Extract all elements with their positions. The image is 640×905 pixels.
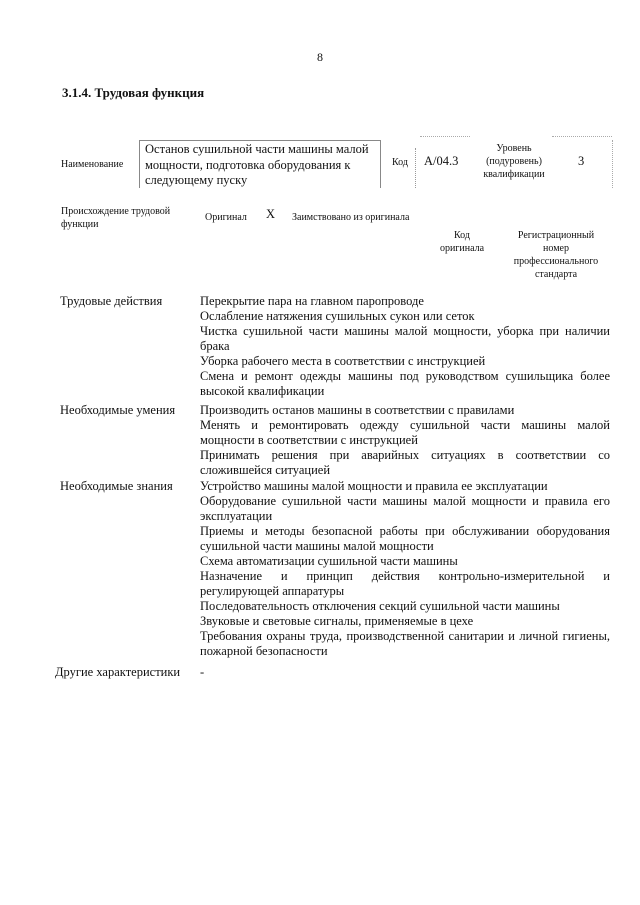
section-label: Другие характеристики [55, 665, 181, 679]
list-item: Перекрытие пара на главном паропроводе [200, 294, 424, 308]
original-label: Оригинал [205, 212, 247, 223]
list-item: Оборудование сушильной части машины малой мощности и правила его эксплуатации [200, 494, 610, 523]
section-other [55, 665, 605, 680]
list-item: Уборка рабочего места в соответствии с инструкцией [200, 354, 486, 368]
section-label: Трудовые действия [60, 294, 163, 308]
name-value: Останов сушильной части машины малой мощности, подготовка оборудования к следующему пуску [145, 142, 369, 187]
list-item: Схема автоматизации сушильной части машины [200, 554, 458, 568]
section-label: Необходимые умения [60, 403, 176, 417]
list-item: Приемы и методы безопасной работы при обслуживании оборудования сушильной части машины малой мощности [200, 524, 610, 553]
list-item: Устройство машины малой мощности и правила ее эксплуатации [200, 479, 548, 493]
name-label: Наименование [61, 159, 124, 170]
page-number: 8 [317, 50, 323, 64]
level-box-top-border [552, 136, 612, 137]
code-original-label: Код оригинала [439, 230, 485, 254]
list-item: Смена и ремонт одежды машины под руководством сушильщика более высокой квалификации [200, 369, 610, 398]
list-item: Последовательность отключения секций сушильной части машины [200, 599, 560, 613]
list-item: Звуковые и световые сигналы, применяемые в цехе [200, 614, 474, 628]
code-box-top-border [420, 136, 470, 137]
name-box [139, 140, 381, 188]
code-value: A/04.3 [424, 154, 459, 168]
section-knowledge [60, 479, 610, 659]
list-item: Ослабление натяжения сушильных сукон или сеток [200, 309, 475, 323]
level-value: 3 [578, 154, 585, 168]
section-title: 3.1.4. Трудовая функция [62, 85, 205, 100]
level-box-border [612, 140, 613, 188]
code-label: Код [392, 157, 408, 168]
borrowed-label: Заимствовано из оригинала [292, 212, 410, 223]
list-item: Менять и ремонтировать одежду сушильной части машины малой мощности в соответствии с инструкцией [200, 418, 610, 447]
list-item: Чистка сушильной части машины малой мощности, уборка при наличии брака [200, 324, 610, 353]
section-label: Необходимые знания [60, 479, 173, 493]
section-skills [60, 403, 610, 478]
list-item: - [200, 665, 205, 679]
reg-number-label: Регистрационный номер профессионального стандарта [513, 230, 599, 280]
code-box-border [415, 148, 416, 188]
list-item: Требования охраны труда, производственной санитарии и личной гигиены, пожарной безопасности [200, 629, 610, 658]
list-item: Производить останов машины в соответствии с правилами [200, 403, 515, 417]
list-item: Принимать решения при аварийных ситуациях в соответствии со сложившейся ситуацией [200, 448, 610, 477]
origin-label: Происхождение трудовой функции [61, 206, 171, 230]
level-label: Уровень (подуровень) квалификации [483, 143, 545, 180]
original-mark: X [266, 207, 276, 221]
list-item: Назначение и принцип действия контрольно-измерительной и регулирующей аппаратуры [200, 569, 610, 598]
section-labor-actions [60, 294, 610, 399]
